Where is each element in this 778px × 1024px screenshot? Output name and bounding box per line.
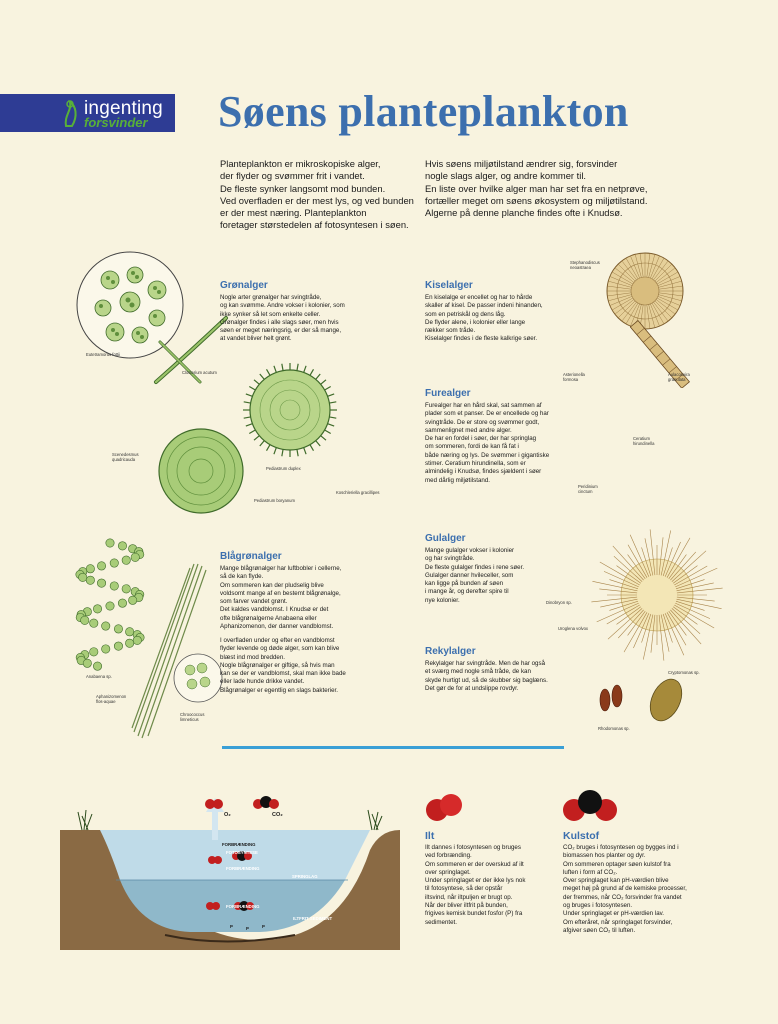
label-forbraending-2: FORBRÆNDING xyxy=(226,866,260,871)
heading-kulstof: Kulstof xyxy=(563,830,600,842)
section-divider xyxy=(222,746,564,749)
caption-chroococcus: Chroococcus limneticus xyxy=(180,712,205,723)
logo-leaf-icon xyxy=(62,96,84,130)
caption-rhodomonas: Rhodomonas sp. xyxy=(598,726,630,731)
o2-molecule-icon xyxy=(424,792,464,824)
molecule-co2-top xyxy=(253,796,279,809)
logo-band xyxy=(0,94,175,132)
text-kiselalger: En kiselalge er encellet og har to hårde skaller af kisel. De passer indeni hinanden, som en petriskål og dens låg. De flyder alene, i kolonier eller lange rækker som tråde. Kiselalger findes i de fleste kalkrige søer. xyxy=(425,294,543,343)
pediastrum-boryanum-illustration xyxy=(150,420,252,522)
label-forbraending-1: FORBRÆNDING xyxy=(222,842,256,847)
heading-ilt: Ilt xyxy=(425,830,435,842)
text-rekylalger: Rekylalger har svingtråde. Men de har også et sværg med nogle små tråde, de kan skyde hurtigt ud, så de skubber sig baglæns. Det gør de for at undslippe rovdyr. xyxy=(425,660,548,692)
text-gronalger: Nogle arter grønalger har svingtråde, og kan svømme. Andre vokser i kolonier, som ikke synker så let som enkelte celler. Grønalger findes i alle slags søer, men hvis søen er meget næringsrig, er der så mange, at vandet bliver helt grønt. xyxy=(220,294,345,343)
heading-gronalger: Grønalger xyxy=(220,280,268,291)
caption-uroglena: Uroglena volvox xyxy=(558,626,589,631)
intro-left: Planteplankton er mikroskopiske alger, der flyder og svømmer frit i vandet. De fleste synker langsomt mod bunden. Ved overfladen er der mest lys, og ved bunden er der mest næring. Planteplankton foretager størstedelen af fotosyntesen i søen. xyxy=(220,158,414,231)
uroglena-illustration xyxy=(590,528,724,662)
label-springlag: SPRINGLAG xyxy=(292,874,318,879)
caption-koshleriella: Koschleriella gracillipes xyxy=(336,490,380,495)
logo-word-1: ingenting xyxy=(84,98,163,119)
caption-cryptomonas: Cryptomonas sp. xyxy=(668,670,700,675)
text-blagronalger-2: I overfladen under og efter en vandblomst flyder levende og døde alger, som kan blive blæst ind mod bredden. Nogle blågrønalger er giftige, så hvis man kan se der er vandblomst, skal man ikke bade eller lade hunde drikke vandet. Blågrønalger er egentlig en slags bakterier. xyxy=(220,637,346,694)
text-blagronalger-1: Mange blågrønalger har luftbobler i cellerne, så de kan flyde. Om sommeren kan der pludselig blive voldsomt mange af en bestemt blågrønalge, som farver vandet grønt. Det kaldes vandblomst. I Knudsø er det ofte blågrønalgerne Anabaena eller Aphanizomenon, der danner vandblomst. xyxy=(220,565,342,631)
caption-asterionella: Asterionella formosa xyxy=(563,372,585,383)
caption-aulacoseira: Aulacoseira granulata xyxy=(668,372,690,383)
page-title: Søens planteplankton xyxy=(218,87,629,136)
caption-ceratium: Ceratium hirundinella xyxy=(633,436,655,447)
caption-scenedesmus: Scenedesmus quadricauda xyxy=(112,452,139,463)
text-kulstof: CO₂ bruges i fotosyntesen og bygges ind i biomassen hos planter og dyr. Om sommeren optager søen kulstof fra luften i form af CO₂. Over springlaget kan pH-værdien blive meget høj på grund af de kemiske processer, der fremmes, når CO₂ forsvinder fra vandet og bruges i fotosyntesen. Under springlaget er pH-værdien lav. Om efteråret, når springlaget forsvinder, afgiver søen CO₂ til luften. xyxy=(563,844,687,934)
caption-eutetramorus: Eutetramorus fottii xyxy=(86,352,120,357)
closterium-illustration xyxy=(150,312,230,392)
label-fotosyntese: FOTOSYNTESE xyxy=(226,850,258,855)
heading-furealger: Furealger xyxy=(425,388,471,399)
chroococcus-illustration xyxy=(172,652,224,704)
text-ilt: Ilt dannes i fotosyntesen og bruges ved forbrænding. Om sommeren er der overskud af ilt over springlaget. Under springlaget er der ikke lys nok til fotosyntese, så der opstår iltsvind, når iltpuljen er brugt op. Når der bliver iltfrit på bunden, frigives kemisk bundet fosfor (P) fra sedimentet. xyxy=(425,844,526,926)
heading-blagronalger: Blågrønalger xyxy=(220,551,282,562)
caption-aphanizomenon: Aphanizomenon flos-aquae xyxy=(96,694,127,705)
co2-molecule-icon xyxy=(562,786,618,826)
caption-closterium: Closterium acutum xyxy=(182,370,217,375)
caption-pediastrum-duplex: Pediastrum duplex xyxy=(266,466,301,471)
rhodomonas-illustration xyxy=(596,676,626,720)
label-p-1: P xyxy=(230,924,233,929)
label-forbraending-3: FORBRÆNDING xyxy=(226,904,260,909)
logo-word-2: forsvinder xyxy=(84,115,148,130)
text-gulalger: Mange gulalger vokser i kolonier og har svingtråde. De fleste gulalger findes i rene søer. Gulalger danner hvileceller, som kan ligge på bunden af søen i mange år, og derefter spire til nye kolonier. xyxy=(425,547,525,604)
caption-stephanodiscus: Stephanodiscus neoastraea xyxy=(570,260,600,271)
caption-peridinium: Peridinium cinctum xyxy=(578,484,598,495)
label-iltfrit-sediment: ILTFRIT SEDIMENT xyxy=(293,916,333,921)
caption-pediastrum-boryanum: Pediastrum boryanum xyxy=(254,498,295,503)
caption-anabaena: Anabaena sp. xyxy=(86,674,112,679)
heading-rekylalger: Rekylalger xyxy=(425,646,476,657)
intro-right: Hvis søens miljøtilstand ændrer sig, forsvinder nogle slags alger, og andre kommer til. En liste over hvilke alger man har set fra en netprøve, fortæller meget om søens økosystem og miljøtilstand. Algerne på denne planche findes ofte i Knudsø. xyxy=(425,158,648,219)
text-furealger: Furealger har en hård skal, sat sammen af plader som et panser. De er encellede og har svingtråde. De er store og svømmer godt, sammenlignet med andre alger. De har en fordel i søer, der har springlag om sommeren, fordi de kan få fat i både næring og lys. De svømmer i gigantiske stimer. Ceratium hirundinella, som er almindelig i Knudsø, findes sjældent i søer med dårlig miljøtilstand. xyxy=(425,402,550,484)
heading-gulalger: Gulalger xyxy=(425,533,466,544)
label-p-2: P xyxy=(246,926,249,931)
heading-kiselalger: Kiselalger xyxy=(425,280,473,291)
label-co2: CO₂ xyxy=(272,812,283,818)
pediastrum-duplex-illustration xyxy=(242,362,338,458)
caption-dinobryon: Dinobryon sp. xyxy=(546,600,572,605)
label-p-3: P xyxy=(262,924,265,929)
label-o2: O₂ xyxy=(224,812,231,818)
cryptomonas-illustration xyxy=(642,672,690,726)
